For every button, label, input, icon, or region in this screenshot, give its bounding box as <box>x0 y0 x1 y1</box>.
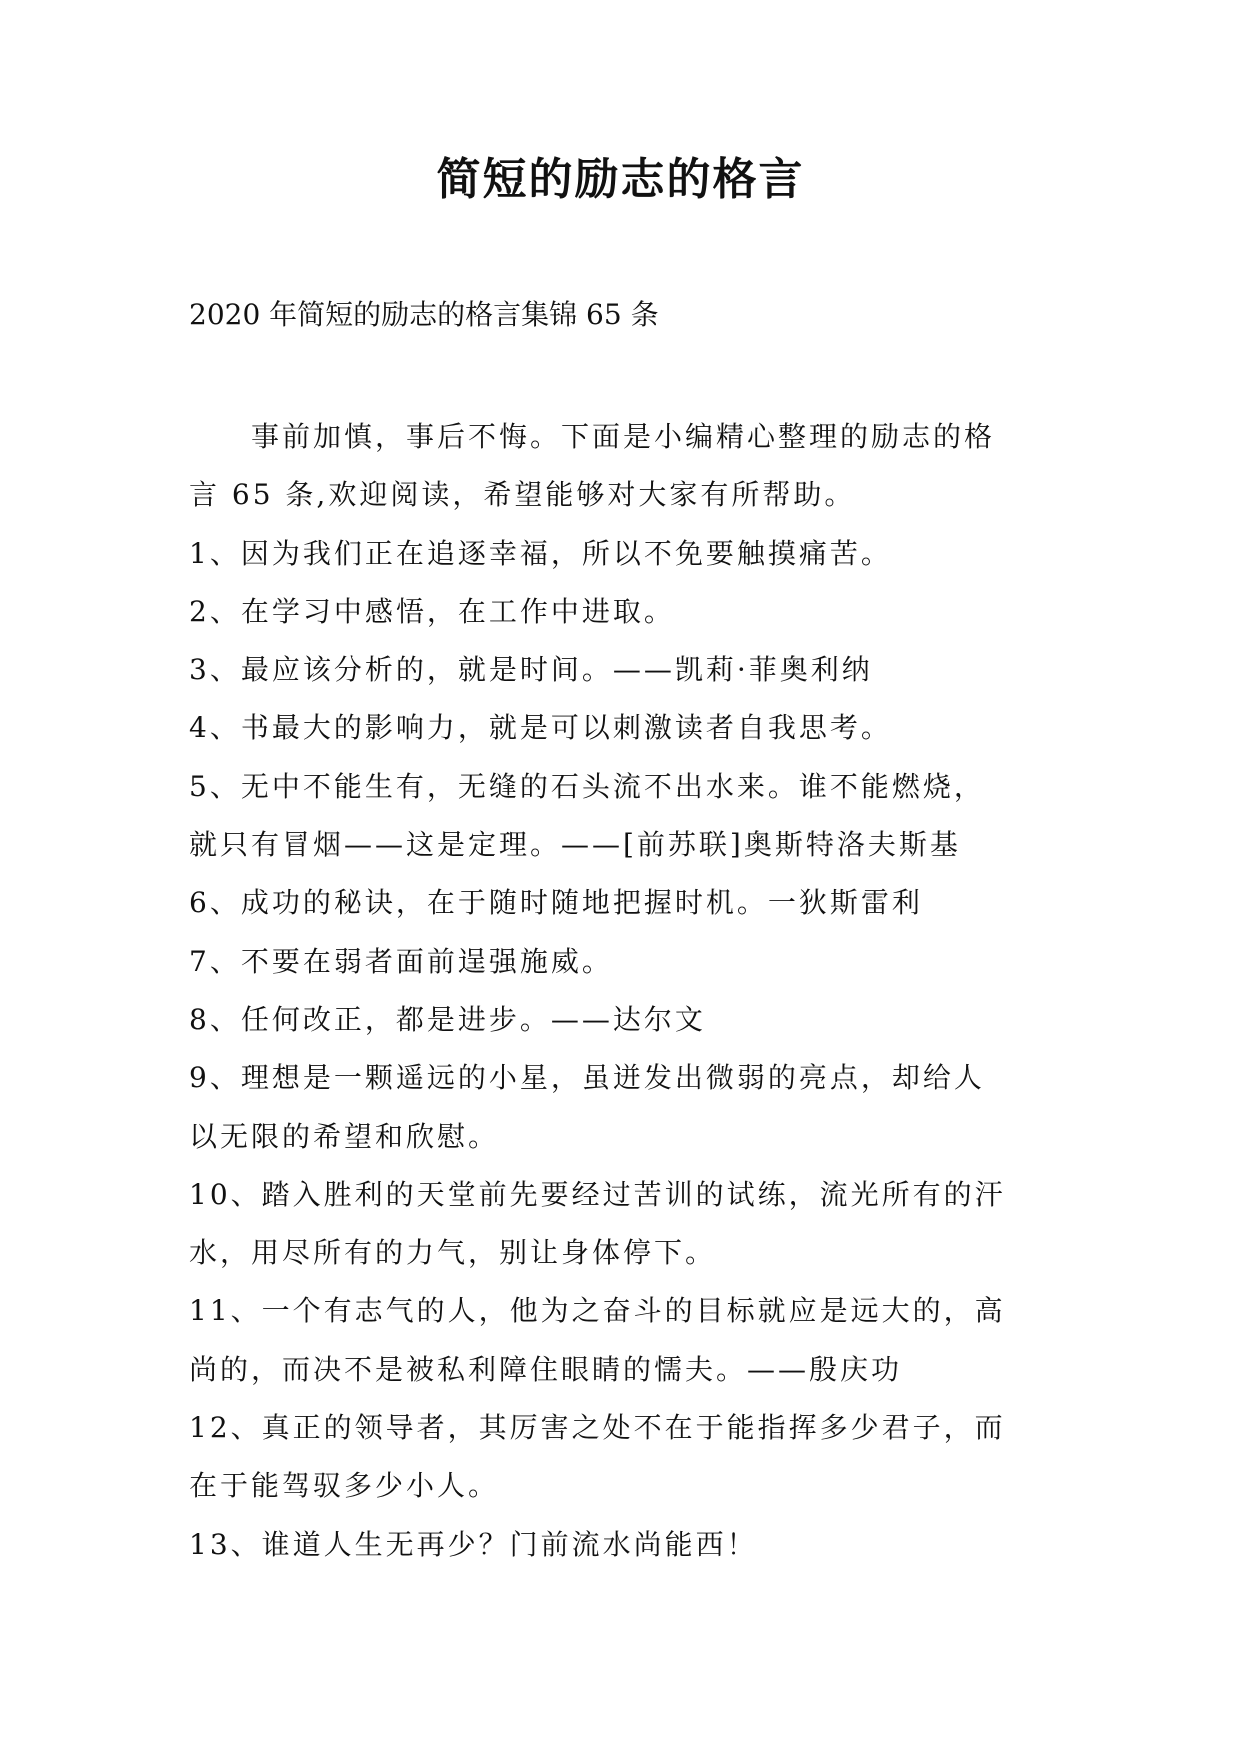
quote-line: 6、成功的秘诀，在于随时随地把握时机。一狄斯雷利 <box>189 886 923 920</box>
quote-line: 9、理想是一颗遥远的小星，虽迸发出微弱的亮点，却给人 <box>189 1061 985 1095</box>
quote-line: 10、踏入胜利的天堂前先要经过苦训的试练，流光所有的汗 <box>189 1177 1006 1211</box>
document-body <box>189 408 1055 1574</box>
quote-line: 7、不要在弱者面前逞强施威。 <box>189 944 613 978</box>
quote-line: 1、因为我们正在追逐幸福，所以不免要触摸痛苦。 <box>189 536 892 570</box>
quote-line: 11、一个有志气的人，他为之奋斗的目标就应是远大的，高 <box>189 1294 1006 1328</box>
document-title: 简短的励志的格言 <box>436 154 805 205</box>
quote-line: 以无限的希望和欣慰。 <box>189 1119 500 1153</box>
quote-line: 8、任何改正，都是进步。——达尔文 <box>189 1002 706 1036</box>
quote-line: 就只有冒烟——这是定理。——[前苏联]奥斯特洛夫斯基 <box>189 828 961 862</box>
quote-line: 尚的，而决不是被私利障住眼睛的懦夫。——殷庆功 <box>189 1352 903 1386</box>
quote-line: 12、真正的领导者，其厉害之处不在于能指挥多少君子，而 <box>189 1411 1006 1445</box>
quote-line: 水，用尽所有的力气，别让身体停下。 <box>189 1236 717 1270</box>
intro-line: 言 65 条,欢迎阅读，希望能够对大家有所帮助。 <box>189 478 856 512</box>
quote-line: 5、无中不能生有，无缝的石头流不出水来。谁不能燃烧， <box>189 769 985 803</box>
quote-line: 2、在学习中感悟，在工作中进取。 <box>189 594 675 628</box>
quote-line: 在于能驾驭多少小人。 <box>189 1469 500 1503</box>
quote-line: 13、谁道人生无再少？门前流水尚能西！ <box>189 1527 758 1561</box>
quote-line: 3、最应该分析的，就是时间。——凯莉·菲奥利纳 <box>189 653 873 687</box>
document-subtitle: 2020 年简短的励志的格言集锦 65 条 <box>189 298 659 331</box>
quote-line: 4、书最大的影响力，就是可以刺激读者自我思考。 <box>189 711 892 745</box>
intro-line: 事前加慎，事后不悔。下面是小编精心整理的励志的格 <box>251 420 996 453</box>
